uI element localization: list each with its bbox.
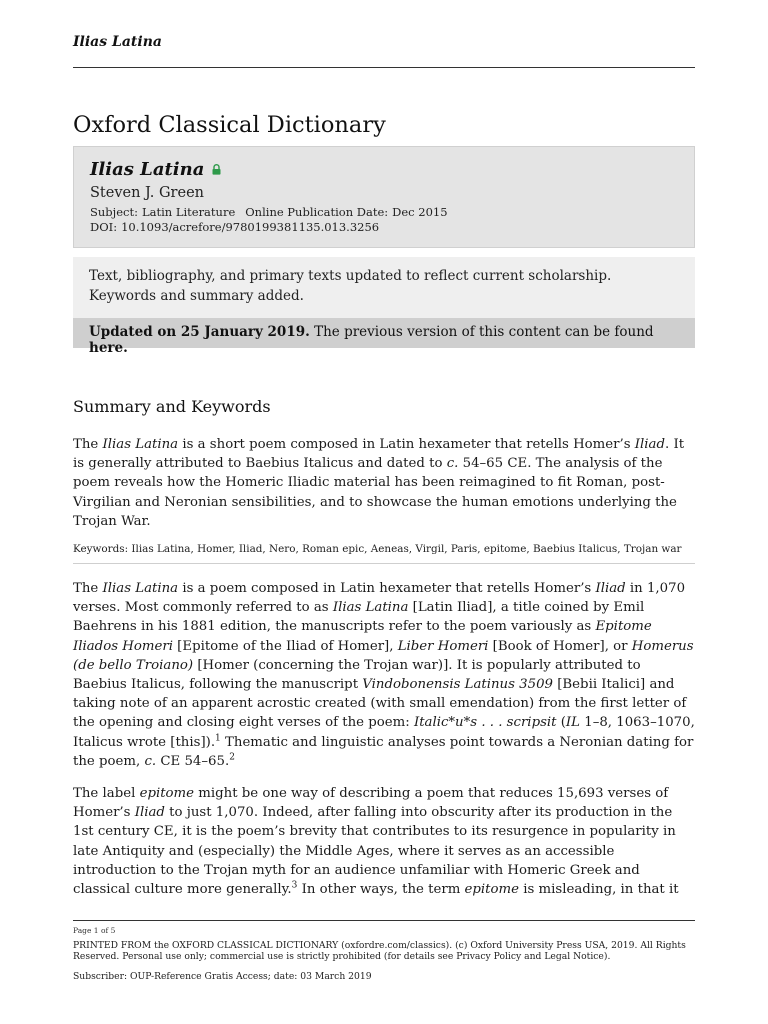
page-number: Page 1 of 5 [73, 926, 116, 935]
pubdate-value: Dec 2015 [392, 205, 448, 219]
footnote-ref-2[interactable]: 2 [229, 752, 235, 763]
article-author: Steven J. Green [90, 185, 204, 201]
updated-date: Updated on 25 January 2019. [89, 324, 310, 340]
article-meta-doi [90, 220, 678, 235]
subject-label: Subject: [90, 205, 138, 219]
doi-label: DOI: [90, 220, 118, 234]
subscriber-info: Subscriber: OUP-Reference Gratis Access; date: 03 March 2019 [73, 971, 372, 982]
article-title-row [90, 159, 678, 180]
updated-bar [73, 318, 695, 356]
summary-heading: Summary and Keywords [73, 397, 271, 416]
article-meta-subject [90, 205, 678, 220]
update-note: Text, bibliography, and primary texts updated to reflect current scholarship. Keywords and summary added. [73, 257, 695, 318]
doi-value[interactable]: 10.1093/acrefore/9780199381135.013.3256 [121, 220, 380, 234]
article-info-box [73, 146, 695, 248]
body-paragraph-2: The label epitome might be one way of describing a poem that reduces 15,693 verses of Homer’s Iliad to just 1,070. Indeed, after falling into obscurity after its production in the 1st century CE, it is the poem’s brevity that contributes to its resurgence in popularity in late Antiquity and (especially) the Middle Ages, where it serves as an accessible introduction to the Trojan myth for an audience unfamiliar with Homeric Greek and classical culture more generally.$^3$ In other ways, the term epitome is misleading, in that it [73, 786, 679, 898]
footer-divider [73, 920, 695, 921]
lock-icon [212, 164, 221, 175]
running-head: Ilias Latina [73, 34, 162, 50]
updated-text: The previous version of this content can be found [309, 324, 654, 340]
keywords: Keywords: Ilias Latina, Homer, Iliad, Nero, Roman epic, Aeneas, Virgil, Paris, epitome, Baebius Italicus, Trojan war [73, 543, 682, 555]
article-title: Ilias Latina [90, 159, 205, 180]
keywords-divider [73, 563, 695, 564]
footnote-ref-3[interactable]: 3 [291, 880, 298, 891]
footnote-ref-1[interactable]: 1 [215, 733, 221, 744]
body-paragraph-1: The Ilias Latina is a poem composed in Latin hexameter that retells Homer’s Iliad in 1,070 verses. Most commonly referred to as Ilias Latina [Latin Iliad], a title coined by Emil Baehrens in his 1881 edition, the manuscripts refer to the poem variously as Epitome Iliados Homeri [Epitome of the Iliad of Homer], Liber Homeri [Book of Homer], or Homerus (de bello Troiano) [Homer (concerning the Trojan war)]. It is popularly attributed to Baebius Italicus, following the manuscript Vindobonensis Latinus 3509 [Bebii Italici] and taking note of an apparent acrostic created (with small emendation) from the first letter of the opening and closing eight verses of the poem: Italic*u*s . . . scripsit (IL 1–8, 1063–1070, Italicus wrote [this]).$^1$ Thematic and linguistic analyses point towards a Neronian dating for the poem, c. CE 54–65.$^2$ [73, 581, 695, 769]
subject-value: Latin Literature [141, 205, 236, 219]
previous-version-link[interactable]: here. [89, 340, 128, 356]
summary-paragraph: The Ilias Latina is a short poem composed in Latin hexameter that retells Homer’s Iliad. It is generally attributed to Baebius Italicus and dated to c. 54–65 CE. The analysis of the poem reveals how the Homeric Iliadic material has been reimagined to fit Roman, post-Virgilian and Neronian sensibilities, and to showcase the human emotions underlying the Trojan War. [73, 437, 685, 529]
pubdate-label: Online Publication Date: [245, 205, 389, 219]
dictionary-title: Oxford Classical Dictionary [73, 112, 386, 138]
header-divider [73, 67, 695, 68]
printed-notice: PRINTED FROM the OXFORD CLASSICAL DICTIONARY (oxfordre.com/classics). (c) Oxford University Press USA, 2019. All Rights Reserved. Personal use only; commercial use is strictly prohibited (for details see Privacy Policy and Legal Notice). [73, 940, 686, 962]
